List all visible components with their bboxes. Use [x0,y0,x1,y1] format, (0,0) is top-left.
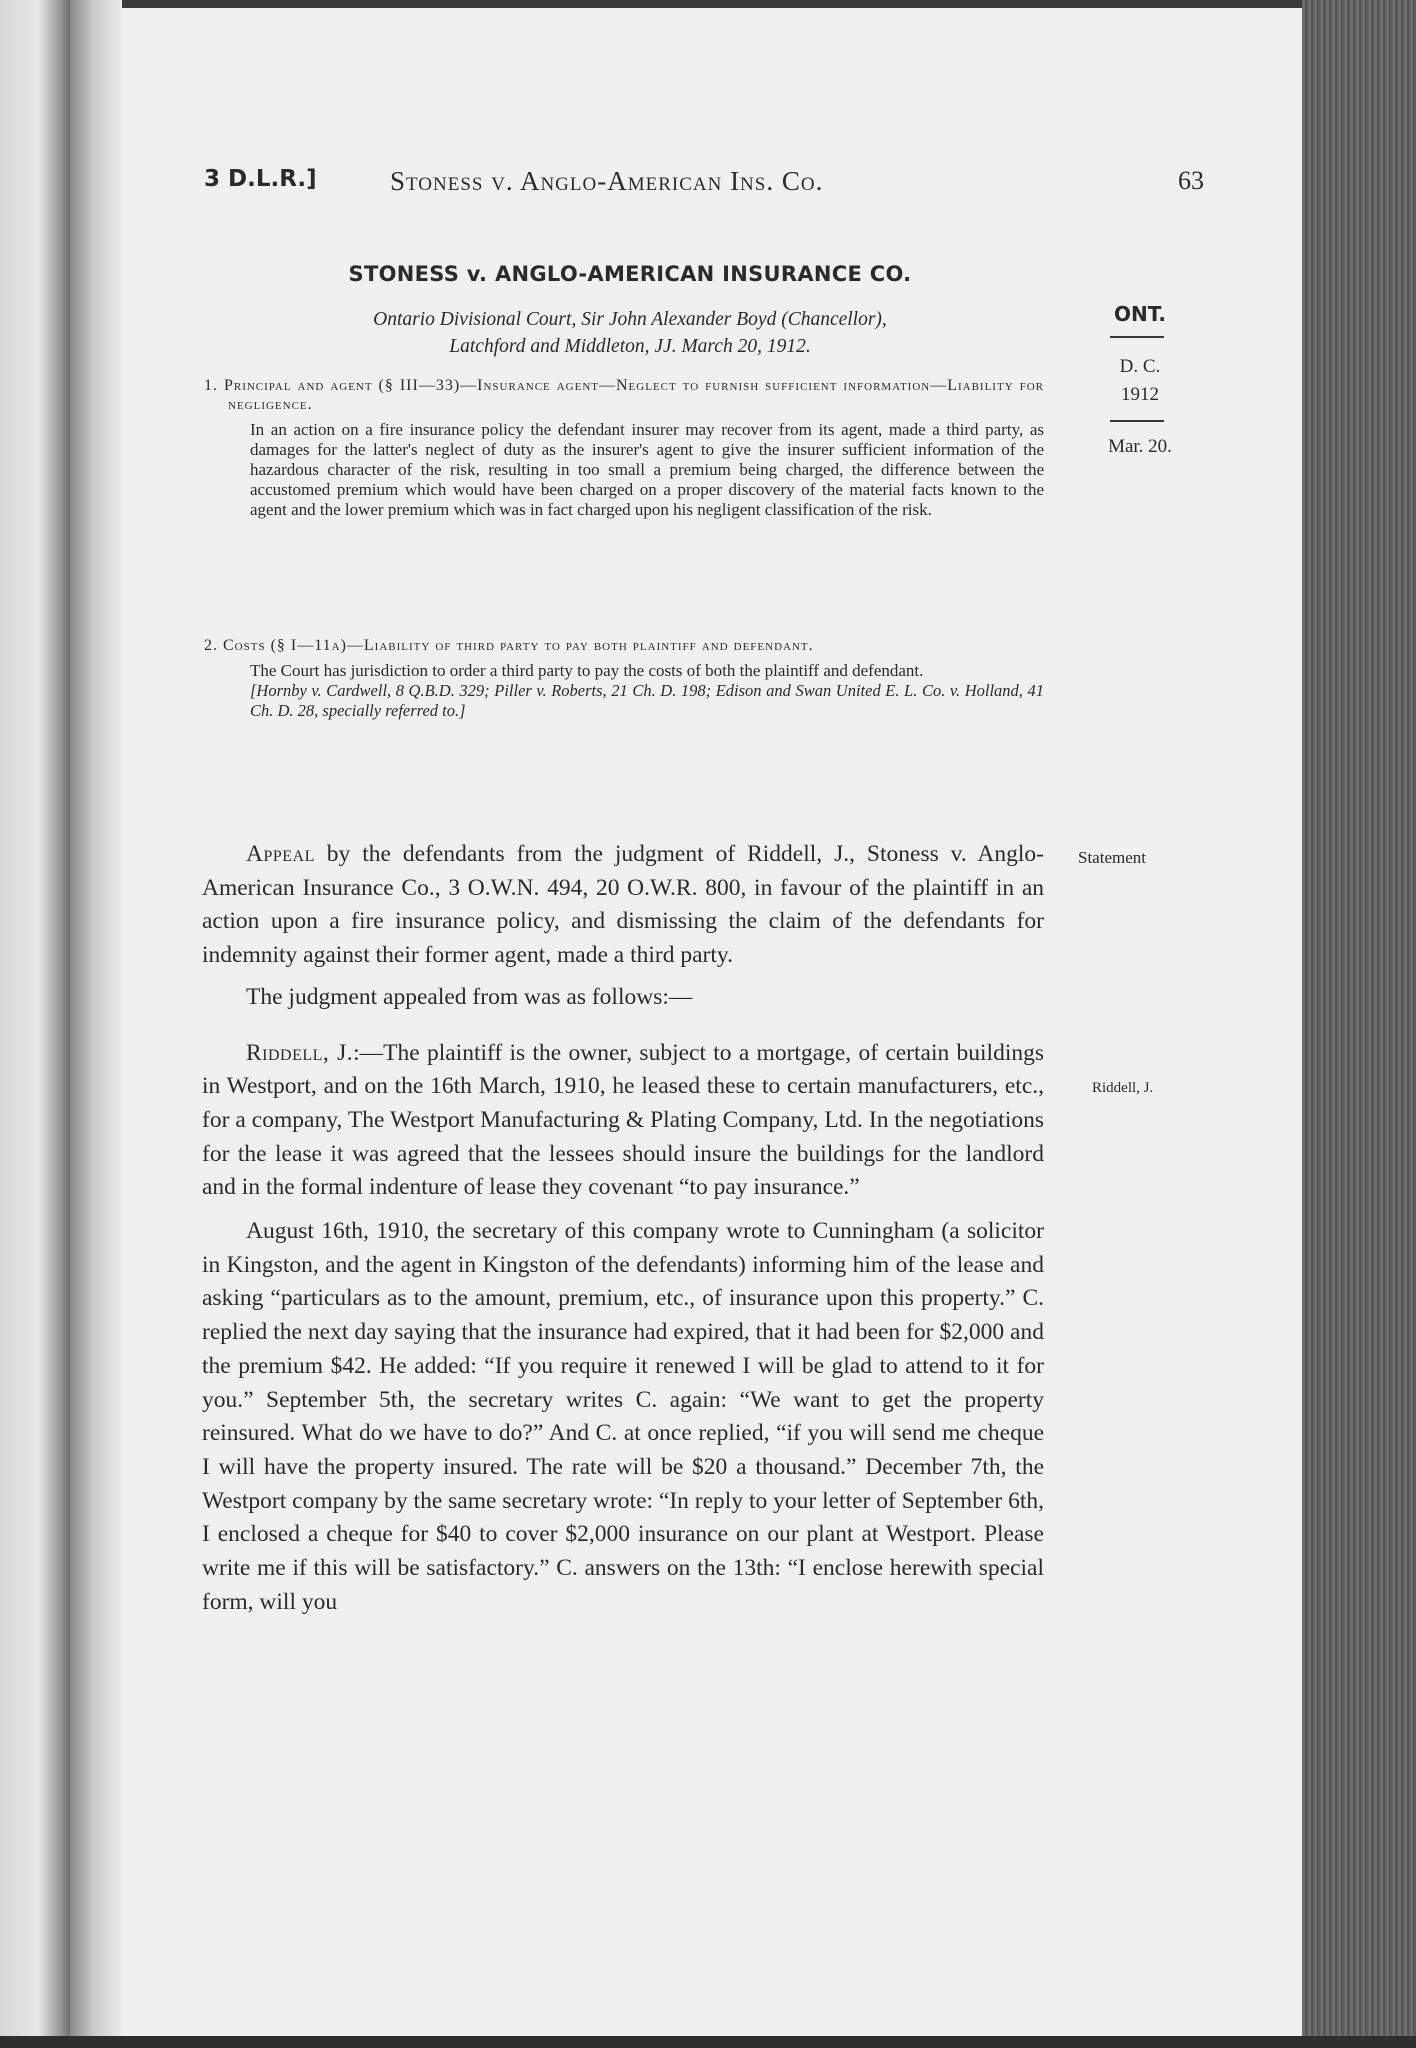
court-line [200,306,1060,360]
margin-rule [1110,420,1164,422]
book-gutter [70,0,122,2048]
headnote-body: In an action on a fire insurance policy the defendant insurer may recover from its agent, made a third party, as damages for the latter's neglect of duty as the insurer's agent to give the insurer sufficient information of the hazardous character of the risk, resulting in too small a premium being charged, the difference between the accustomed premium which would have been charged on a proper discovery of the material facts known to the agent and the lower premium which was in fact charged upon his negligent classification of the risk. [250,420,1044,519]
paragraph-text: August 16th, 1910, the secretary of this company wrote to Cunningham (a solicitor in Kingston, and the agent in Kingston of the defendants) informing him of the lease and asking “particulars as to the amount, premium, etc., of insurance upon this property.” C. replied the next day saying that the insurance had expired, that it had been for $2,000 and the premium $42. He added: “If you require it renewed I will be glad to attend to it for you.” September 5th, the secretary writes C. again: “We want to get the property reinsured. What do we have to do?” And C. at once replied, “if you will send me cheque I will have the property insured. The rate will be $20 a thousand.” December 7th, the Westport company by the same secretary wrote: “In reply to your letter of September 6th, I enclosed a cheque for $40 to cover $2,000 insurance on our plant at Westport. Please write me if this will be satisfactory.” C. answers on the 13th: “I enclose herewith special form, will you [202,1218,1044,1615]
headnote-citations: [Hornby v. Cardwell, 8 Q.B.D. 329; Piller v. Roberts, 21 Ch. D. 198; Edison and Swan United E. L. Co. v. Holland, 41 Ch. D. 28, specially referred to.] [250,681,1044,720]
paragraph [202,1037,1044,1206]
paragraph-lead: Appeal [246,841,315,867]
margin-date: Mar. 20. [1108,436,1172,457]
scan-border [0,2036,1416,2048]
paragraph-text: The judgment appealed from was as follows:— [246,983,693,1010]
margin-year: 1912 [1121,384,1159,405]
paragraph [202,981,1044,1015]
page-stack-edge [1302,0,1416,2048]
headnote-2 [204,636,1044,721]
headnote-topic: 2. Costs (§ I—11a)—Liability of third party to pay both plaintiff and defendant. [204,637,814,654]
volume-ref: 3 D.L.R.] [204,166,317,192]
page-number: 63 [1178,166,1204,195]
paragraph [202,1215,1044,1619]
paragraph [202,838,1044,973]
margin-jurisdiction: ONT. [1114,302,1166,326]
paragraph-lead: Riddell, J. [246,1039,354,1066]
margin-judge: Riddell, J. [1092,1080,1154,1096]
headnote-1 [204,376,1044,520]
margin-rule [1110,336,1164,338]
headnote-topic: 1. Principal and agent (§ III—33)—Insurance agent—Neglect to furnish sufficient information—Liability for negligence. [204,377,1044,413]
paragraph-text: by the defendants from the judgment of Riddell, J., Stoness v. Anglo-American Insurance Co., 3 O.W.N. 494, 20 O.W.R. 800, in favour of the plaintiff in an action upon a fire insurance policy, and dismissing the claim of the defendants for indemnity against their former agent, made a third party. [202,841,1044,969]
headnote-body: The Court has jurisdiction to order a third party to pay the costs of both the plaintiff and defendant. [250,661,924,680]
running-header [204,166,1204,202]
running-title: Stoness v. Anglo-American Ins. Co. [390,166,824,196]
margin-court: D. C. [1119,356,1161,377]
case-title: STONESS v. ANGLO-AMERICAN INSURANCE CO. [348,262,912,286]
paragraph-text: :—The plaintiff is the owner, subject to a mortgage, of certain buildings in Westport, and on the 16th March, 1910, he leased these to certain manufacturers, etc., for a company, The Westport Manufacturing & Plating Company, Ltd. In the negotiations for the lease it was agreed that the lessees should insure the buildings for the landlord and in the formal indenture of lease they covenant “to pay insurance.” [202,1039,1045,1201]
facing-page-edge [0,0,70,2048]
court-line-1: Ontario Divisional Court, Sir John Alexander Boyd (Chancellor), [373,309,887,330]
margin-statement: Statement [1078,848,1146,867]
main-text [202,838,1044,1619]
court-line-2: Latchford and Middleton, JJ. March 20, 1912. [449,336,811,357]
